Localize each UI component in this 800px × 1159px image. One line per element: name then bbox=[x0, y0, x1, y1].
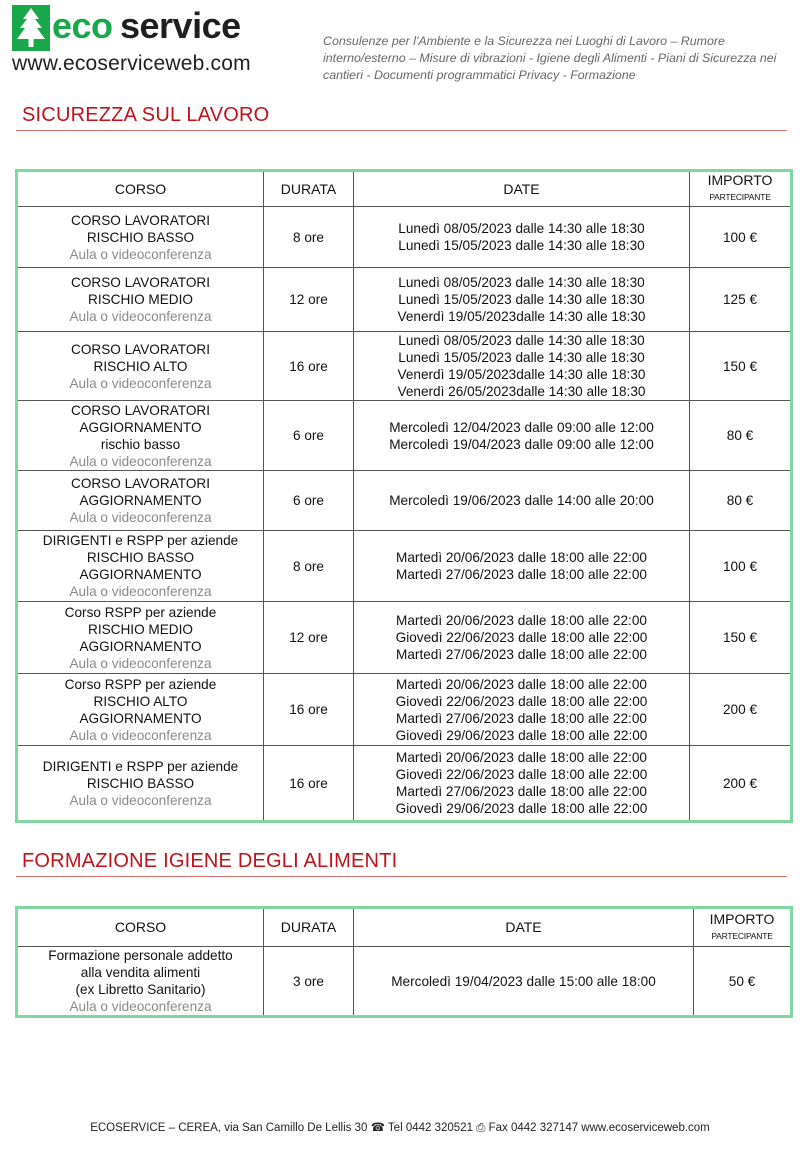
cell-durata: 12 ore bbox=[264, 602, 354, 674]
date-line: Mercoledì 19/04/2023 dalle 09:00 alle 12:00 bbox=[389, 436, 654, 452]
aula-note: Aula o videoconferenza bbox=[69, 510, 212, 525]
table-row bbox=[17, 674, 792, 746]
cell-corso bbox=[17, 401, 264, 471]
corso-line: RISCHIO MEDIO bbox=[88, 292, 193, 307]
corso-line: (ex Libretto Sanitario) bbox=[75, 982, 206, 997]
corso-line: AGGIORNAMENTO bbox=[79, 710, 202, 726]
cell-date bbox=[354, 471, 690, 531]
date-line: Giovedì 22/06/2023 dalle 18:00 alle 22:00 bbox=[395, 693, 648, 709]
cell-corso bbox=[17, 268, 264, 332]
table-row bbox=[17, 268, 792, 332]
corso-line: AGGIORNAMENTO bbox=[79, 638, 202, 654]
date-line: Martedì 27/06/2023 dalle 18:00 alle 22:00 bbox=[396, 710, 647, 726]
cell-corso bbox=[17, 207, 264, 268]
courses-table-sicurezza bbox=[15, 169, 793, 823]
header-tagline: Consulenze per l'Ambiente e la Sicurezza nei Luoghi di Lavoro – Rumore interno/esterno – Misure di vibrazioni - Igiene degli Alimenti - Piani di Sicurezza nei cantieri - Documenti programmatici Privacy - Formazione bbox=[323, 34, 777, 82]
tree-logo-icon bbox=[12, 5, 50, 51]
aula-note: Aula o videoconferenza bbox=[69, 727, 212, 743]
date-line: Giovedì 22/06/2023 dalle 18:00 alle 22:00 bbox=[395, 630, 648, 645]
cell-durata: 16 ore bbox=[264, 674, 354, 746]
aula-note: Aula o videoconferenza bbox=[69, 375, 212, 391]
section-divider bbox=[16, 876, 787, 877]
header-durata: DURATA bbox=[264, 171, 354, 207]
header-partecipante-label: PARTECIPANTE bbox=[711, 930, 773, 941]
corso-line: RISCHIO MEDIO bbox=[88, 621, 193, 637]
date-line: Martedì 20/06/2023 dalle 18:00 alle 22:00 bbox=[396, 613, 647, 628]
footer-company: ECOSERVICE – CEREA, via San Camillo De Lellis 30 bbox=[90, 1122, 368, 1134]
corso-line: AGGIORNAMENTO bbox=[79, 567, 202, 582]
cell-durata: 8 ore bbox=[264, 207, 354, 268]
aula-note: Aula o videoconferenza bbox=[69, 453, 212, 469]
cell-corso bbox=[17, 746, 264, 822]
corso-line: Formazione personale addetto bbox=[48, 948, 233, 963]
date-line: Lunedì 08/05/2023 dalle 14:30 alle 18:30 bbox=[398, 221, 645, 236]
date-line: Mercoledì 19/06/2023 dalle 14:00 alle 20:00 bbox=[389, 493, 654, 508]
cell-date bbox=[354, 746, 690, 822]
table-row bbox=[17, 746, 792, 822]
date-line: Giovedì 29/06/2023 dalle 18:00 alle 22:00 bbox=[395, 801, 648, 816]
logo-service-text: service bbox=[120, 5, 241, 46]
corso-line: CORSO LAVORATORI bbox=[71, 275, 210, 290]
courses-table-igiene bbox=[15, 906, 793, 1018]
date-line: Giovedì 29/06/2023 dalle 18:00 alle 22:00 bbox=[395, 727, 648, 743]
cell-durata: 16 ore bbox=[264, 746, 354, 822]
corso-line: AGGIORNAMENTO bbox=[79, 419, 202, 435]
aula-note: Aula o videoconferenza bbox=[69, 309, 212, 324]
date-line: Mercoledì 12/04/2023 dalle 09:00 alle 12:00 bbox=[389, 419, 654, 435]
aula-note: Aula o videoconferenza bbox=[69, 584, 212, 599]
footer-fax: Fax 0442 327147 www.ecoserviceweb.com bbox=[488, 1122, 710, 1134]
cell-corso bbox=[17, 674, 264, 746]
corso-line: AGGIORNAMENTO bbox=[79, 493, 202, 508]
cell-corso bbox=[17, 531, 264, 602]
cell-importo: 200 € bbox=[690, 674, 792, 746]
cell-importo: 150 € bbox=[690, 602, 792, 674]
header-importo-label: IMPORTO bbox=[707, 172, 773, 188]
date-line: Lunedì 08/05/2023 dalle 14:30 alle 18:30 bbox=[398, 333, 645, 348]
date-line: Lunedì 08/05/2023 dalle 14:30 alle 18:30 bbox=[398, 275, 645, 290]
corso-line: DIRIGENTI e RSPP per aziende bbox=[42, 533, 239, 548]
cell-importo: 50 € bbox=[694, 947, 792, 1017]
cell-durata: 6 ore bbox=[264, 401, 354, 471]
cell-importo: 150 € bbox=[690, 332, 792, 401]
cell-durata: 6 ore bbox=[264, 471, 354, 531]
date-line: Venerdì 19/05/2023dalle 14:30 alle 18:30 bbox=[397, 309, 646, 324]
corso-line: rischio basso bbox=[100, 436, 181, 452]
table-header-row bbox=[17, 908, 792, 947]
cell-durata: 16 ore bbox=[264, 332, 354, 401]
date-line: Venerdì 26/05/2023dalle 14:30 alle 18:30 bbox=[397, 384, 646, 399]
cell-importo: 100 € bbox=[690, 207, 792, 268]
corso-line: RISCHIO BASSO bbox=[86, 775, 195, 791]
corso-line: CORSO LAVORATORI bbox=[71, 212, 210, 228]
corso-line: DIRIGENTI e RSPP per aziende bbox=[42, 758, 239, 774]
corso-line: Corso RSPP per aziende bbox=[64, 676, 217, 692]
header-durata: DURATA bbox=[264, 908, 354, 947]
cell-corso bbox=[17, 602, 264, 674]
corso-line: Corso RSPP per aziende bbox=[64, 604, 217, 620]
aula-note: Aula o videoconferenza bbox=[69, 792, 212, 808]
cell-date bbox=[354, 947, 694, 1017]
fax-icon: ⎙ bbox=[476, 1122, 486, 1134]
table-row bbox=[17, 602, 792, 674]
section-title-sicurezza: SICUREZZA SUL LAVORO bbox=[22, 104, 270, 126]
cell-corso bbox=[17, 471, 264, 531]
cell-importo: 125 € bbox=[690, 268, 792, 332]
logo-eco-text: eco bbox=[52, 5, 113, 46]
date-line: Martedì 20/06/2023 dalle 18:00 alle 22:00 bbox=[396, 676, 647, 692]
date-line: Venerdì 19/05/2023dalle 14:30 alle 18:30 bbox=[397, 367, 646, 382]
cell-importo: 200 € bbox=[690, 746, 792, 822]
cell-date bbox=[354, 207, 690, 268]
date-line: Martedì 27/06/2023 dalle 18:00 alle 22:00 bbox=[396, 784, 647, 799]
table-row bbox=[17, 401, 792, 471]
corso-line: RISCHIO ALTO bbox=[93, 693, 188, 709]
corso-line: CORSO LAVORATORI bbox=[71, 476, 210, 491]
phone-icon: ☎ bbox=[370, 1122, 385, 1134]
header-importo bbox=[694, 908, 792, 947]
page-header bbox=[0, 0, 800, 90]
header-corso: CORSO bbox=[17, 908, 264, 947]
logo-website: www.ecoserviceweb.com bbox=[12, 52, 251, 75]
cell-importo: 80 € bbox=[690, 401, 792, 471]
corso-line: RISCHIO ALTO bbox=[93, 358, 188, 374]
section-title-igiene: FORMAZIONE IGIENE DEGLI ALIMENTI bbox=[22, 850, 398, 872]
cell-date bbox=[354, 531, 690, 602]
cell-date bbox=[354, 674, 690, 746]
footer-tel: Tel 0442 320521 bbox=[387, 1122, 473, 1134]
header-partecipante-label: PARTECIPANTE bbox=[709, 192, 771, 202]
corso-line: CORSO LAVORATORI bbox=[71, 341, 210, 357]
date-line: Lunedì 15/05/2023 dalle 14:30 alle 18:30 bbox=[398, 238, 645, 253]
date-line: Martedì 20/06/2023 dalle 18:00 alle 22:00 bbox=[396, 750, 647, 765]
page-footer bbox=[0, 1120, 800, 1135]
date-line: Mercoledì 19/04/2023 dalle 15:00 alle 18:00 bbox=[391, 973, 656, 989]
date-line: Lunedì 15/05/2023 dalle 14:30 alle 18:30 bbox=[398, 350, 645, 365]
cell-date bbox=[354, 602, 690, 674]
header-date: DATE bbox=[354, 171, 690, 207]
cell-date bbox=[354, 401, 690, 471]
aula-note: Aula o videoconferenza bbox=[69, 246, 212, 262]
date-line: Martedì 27/06/2023 dalle 18:00 alle 22:00 bbox=[396, 567, 647, 582]
corso-line: alla vendita alimenti bbox=[80, 965, 201, 980]
date-line: Martedì 27/06/2023 dalle 18:00 alle 22:00 bbox=[396, 647, 647, 662]
corso-line: RISCHIO BASSO bbox=[86, 550, 195, 565]
table-row bbox=[17, 471, 792, 531]
table-row bbox=[17, 531, 792, 602]
cell-durata: 8 ore bbox=[264, 531, 354, 602]
header-importo bbox=[690, 171, 792, 207]
cell-date bbox=[354, 332, 690, 401]
cell-durata: 12 ore bbox=[264, 268, 354, 332]
header-importo-label: IMPORTO bbox=[709, 910, 775, 927]
corso-line: CORSO LAVORATORI bbox=[71, 402, 210, 418]
cell-importo: 100 € bbox=[690, 531, 792, 602]
section-divider bbox=[16, 130, 787, 131]
aula-note: Aula o videoconferenza bbox=[69, 655, 212, 671]
cell-durata: 3 ore bbox=[264, 947, 354, 1017]
table-row bbox=[17, 947, 792, 1017]
cell-date bbox=[354, 268, 690, 332]
table-header-row bbox=[17, 171, 792, 207]
corso-line: RISCHIO BASSO bbox=[86, 229, 195, 245]
aula-note: Aula o videoconferenza bbox=[69, 999, 212, 1014]
table-row bbox=[17, 207, 792, 268]
table-row bbox=[17, 332, 792, 401]
date-line: Lunedì 15/05/2023 dalle 14:30 alle 18:30 bbox=[398, 292, 645, 307]
cell-importo: 80 € bbox=[690, 471, 792, 531]
header-date: DATE bbox=[354, 908, 694, 947]
date-line: Martedì 20/06/2023 dalle 18:00 alle 22:00 bbox=[396, 550, 647, 565]
cell-corso bbox=[17, 332, 264, 401]
header-corso: CORSO bbox=[17, 171, 264, 207]
date-line: Giovedì 22/06/2023 dalle 18:00 alle 22:00 bbox=[395, 767, 648, 782]
cell-corso bbox=[17, 947, 264, 1017]
